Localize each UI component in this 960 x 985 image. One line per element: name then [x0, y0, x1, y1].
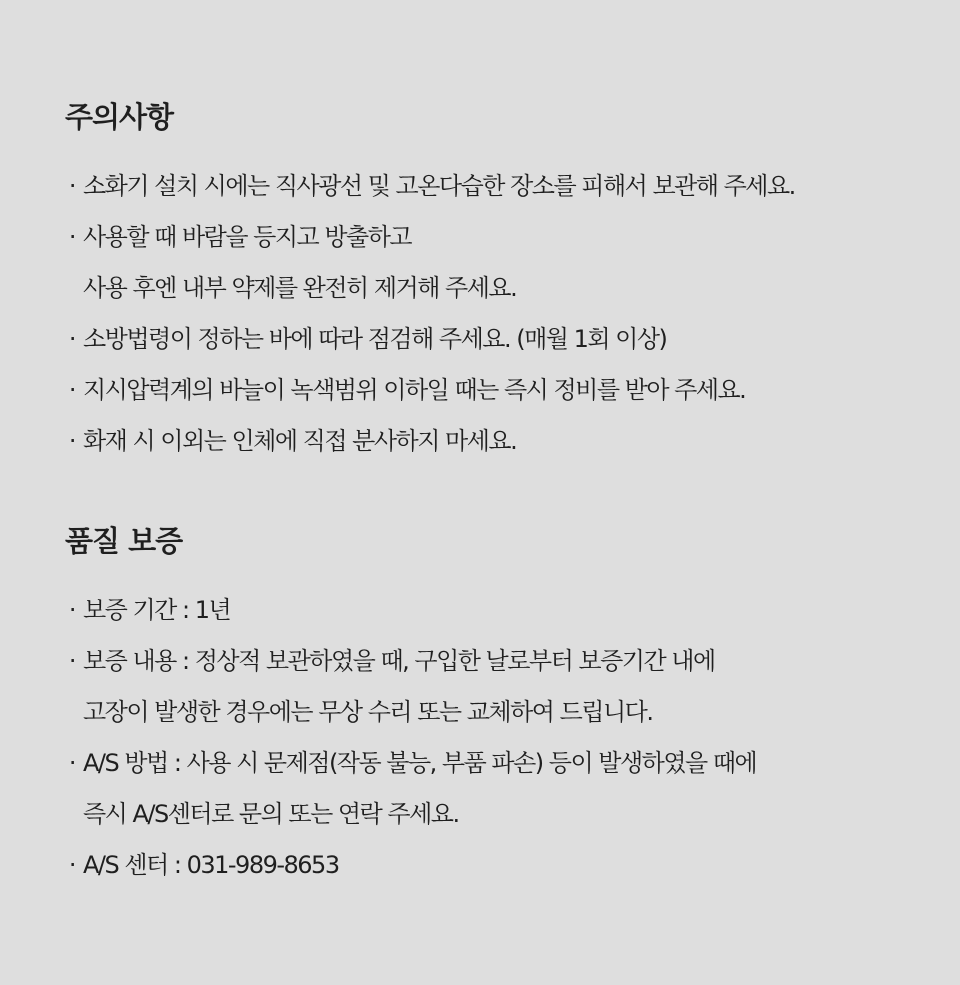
warranty-item-text-continued: 즉시 A/S센터로 문의 또는 연락 주세요.	[83, 800, 459, 828]
warranty-item-text: 보증 기간 : 1년	[83, 596, 231, 624]
caution-item-text: 지시압력계의 바늘이 녹색범위 이하일 때는 즉시 정비를 받아 주세요.	[83, 376, 746, 404]
bullet-dot: ·	[68, 325, 76, 353]
caution-item-pressure-gauge	[65, 370, 795, 410]
bullet-dot: ·	[68, 596, 76, 624]
warranty-title: 품질 보증	[65, 524, 183, 558]
warranty-item-text: 보증 내용 : 정상적 보관하였을 때, 구입한 날로부터 보증기간 내에	[83, 647, 715, 675]
warranty-item-as-center	[65, 845, 756, 885]
warranty-item-period	[65, 590, 756, 630]
caution-item-inspection	[65, 319, 795, 359]
warranty-item-coverage	[65, 641, 756, 732]
caution-list	[65, 166, 795, 472]
caution-item-usage	[65, 217, 795, 308]
bullet-dot: ·	[68, 851, 76, 879]
bullet-dot: ·	[68, 223, 76, 251]
bullet-dot: ·	[68, 647, 76, 675]
caution-item-text: 소방법령이 정하는 바에 따라 점검해 주세요. (매월 1회 이상)	[83, 325, 667, 353]
bullet-dot: ·	[68, 172, 76, 200]
bullet-dot: ·	[68, 749, 76, 777]
warranty-item-as-method	[65, 743, 756, 834]
caution-title: 주의사항	[65, 100, 174, 134]
caution-item-body-spray	[65, 421, 795, 461]
caution-item-storage	[65, 166, 795, 206]
caution-item-text: 소화기 설치 시에는 직사광선 및 고온다습한 장소를 피해서 보관해 주세요.	[83, 172, 795, 200]
bullet-dot: ·	[68, 427, 76, 455]
caution-item-text-continued: 사용 후엔 내부 약제를 완전히 제거해 주세요.	[83, 274, 517, 302]
warranty-item-text: A/S 방법 : 사용 시 문제점(작동 불능, 부품 파손) 등이 발생하였을 때에	[83, 749, 757, 777]
bullet-dot: ·	[68, 376, 76, 404]
caution-item-text: 사용할 때 바람을 등지고 방출하고	[83, 223, 412, 251]
caution-item-text: 화재 시 이외는 인체에 직접 분사하지 마세요.	[83, 427, 517, 455]
warranty-item-text-continued: 고장이 발생한 경우에는 무상 수리 또는 교체하여 드립니다.	[83, 698, 653, 726]
warranty-list	[65, 590, 756, 896]
warranty-item-text: A/S 센터 : 031-989-8653	[83, 851, 339, 879]
